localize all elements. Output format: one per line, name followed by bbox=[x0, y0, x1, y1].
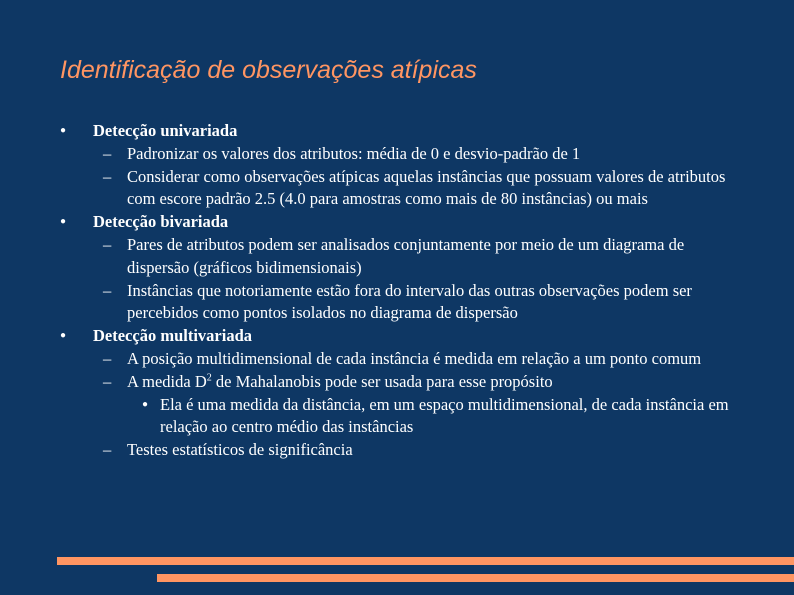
list-item bbox=[0, 234, 747, 280]
bullet-icon: ● bbox=[60, 330, 67, 342]
list-item-text: Padronizar os valores dos atributos: média de 0 e desvio-padrão de 1 bbox=[127, 143, 581, 163]
slide-title: Identificação de observações atípicas bbox=[60, 56, 477, 84]
list-item-text: Testes estatísticos de significância bbox=[127, 440, 353, 460]
section-heading: Detecção univariada bbox=[93, 121, 238, 140]
sub-list-item bbox=[0, 394, 750, 440]
slide-content bbox=[0, 120, 750, 462]
list-item bbox=[0, 166, 747, 212]
list-item-text: A posição multidimensional de cada instância é medida em relação a um ponto comum bbox=[127, 348, 702, 368]
list-item-text bbox=[127, 372, 553, 391]
list-item bbox=[0, 143, 747, 166]
list-item bbox=[0, 280, 747, 326]
decorative-bar-top bbox=[57, 557, 794, 565]
dash-icon: – bbox=[103, 143, 112, 163]
section-bivariate bbox=[0, 211, 743, 234]
dash-icon: – bbox=[103, 371, 112, 391]
list-item-text: Considerar como observações atípicas aquelas instâncias que possuam valores de atributos com escore padrão 2.5 (4.0 para amostras como mais de 80 instâncias) ou mais bbox=[127, 166, 726, 209]
dash-icon: – bbox=[103, 166, 112, 186]
bullet-icon: ● bbox=[60, 125, 67, 136]
bullet-icon: ● bbox=[142, 398, 149, 410]
decorative-bar-bottom bbox=[157, 574, 794, 582]
mahalanobis-pre: A medida D bbox=[127, 371, 207, 391]
mahalanobis-post: de Mahalanobis pode ser usada para esse propósito bbox=[211, 371, 553, 391]
section-univariate bbox=[0, 120, 743, 143]
dash-icon: – bbox=[103, 348, 112, 368]
dash-icon: – bbox=[103, 280, 112, 300]
section-multivariate bbox=[0, 325, 743, 348]
list-item-text: Pares de atributos podem ser analisados conjuntamente por meio de um diagrama de dispersão (gráficos bidimensionais) bbox=[127, 234, 685, 277]
bullet-icon: ● bbox=[60, 216, 67, 228]
list-item bbox=[0, 439, 747, 462]
sub-list-item-text: Ela é uma medida da distância, em um espaço multidimensional, de cada instância em relação ao centro médio das instâncias bbox=[160, 394, 729, 437]
list-item bbox=[0, 348, 747, 371]
list-item-text: Instâncias que notoriamente estão fora do intervalo das outras observações podem ser percebidos como pontos isolados no diagrama de dispersão bbox=[127, 280, 692, 323]
section-heading: Detecção multivariada bbox=[93, 326, 252, 346]
section-heading: Detecção bivariada bbox=[93, 212, 229, 232]
superscript-2: 2 bbox=[206, 372, 212, 384]
dash-icon: – bbox=[103, 234, 112, 254]
list-item bbox=[0, 371, 747, 394]
dash-icon: – bbox=[103, 440, 112, 460]
